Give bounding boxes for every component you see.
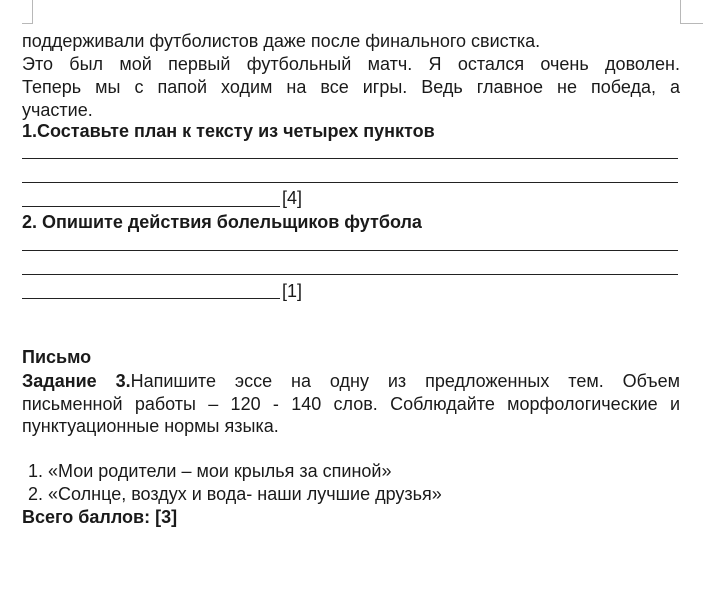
answer-line [22,158,678,159]
task1-title: 1.Составьте план к тексту из четырех пунктов [22,121,435,141]
page-corner-marker-left [22,0,33,24]
task3-line: пунктуационные нормы языка. [22,416,279,436]
text-line: Теперь мы с папой ходим на все игры. Ведь главное не победа, а [22,77,680,97]
task3-line [22,370,680,392]
task3-label: Задание 3. [22,371,131,391]
text-line: Это был мой первый футбольный матч. Я остался очень доволен. [22,54,680,74]
task2-title: 2. Опишите действия болельщиков футбола [22,212,422,232]
section-heading: Письмо [22,347,92,367]
answer-line [22,182,678,183]
text-line: поддерживали футболистов даже после финального свистка. [22,31,541,51]
answer-line [22,274,678,275]
task3-text: Напишите эссе на одну из предложенных тем. Объем [130,371,680,391]
page-corner-marker-right [680,0,703,24]
topic-item: 1. «Мои родители – мои крылья за спиной» [28,461,392,481]
task3-line: письменной работы – 120 - 140 слов. Соблюдайте морфологические и [22,394,680,414]
task2-score: [1] [282,281,303,301]
text-line: участие. [22,100,93,120]
answer-line [22,298,280,299]
total-score: Всего баллов: [3] [22,507,178,527]
task1-score: [4] [282,188,303,208]
answer-line [22,250,678,251]
topic-item: 2. «Солнце, воздух и вода- наши лучшие друзья» [28,484,442,504]
answer-line [22,206,280,207]
